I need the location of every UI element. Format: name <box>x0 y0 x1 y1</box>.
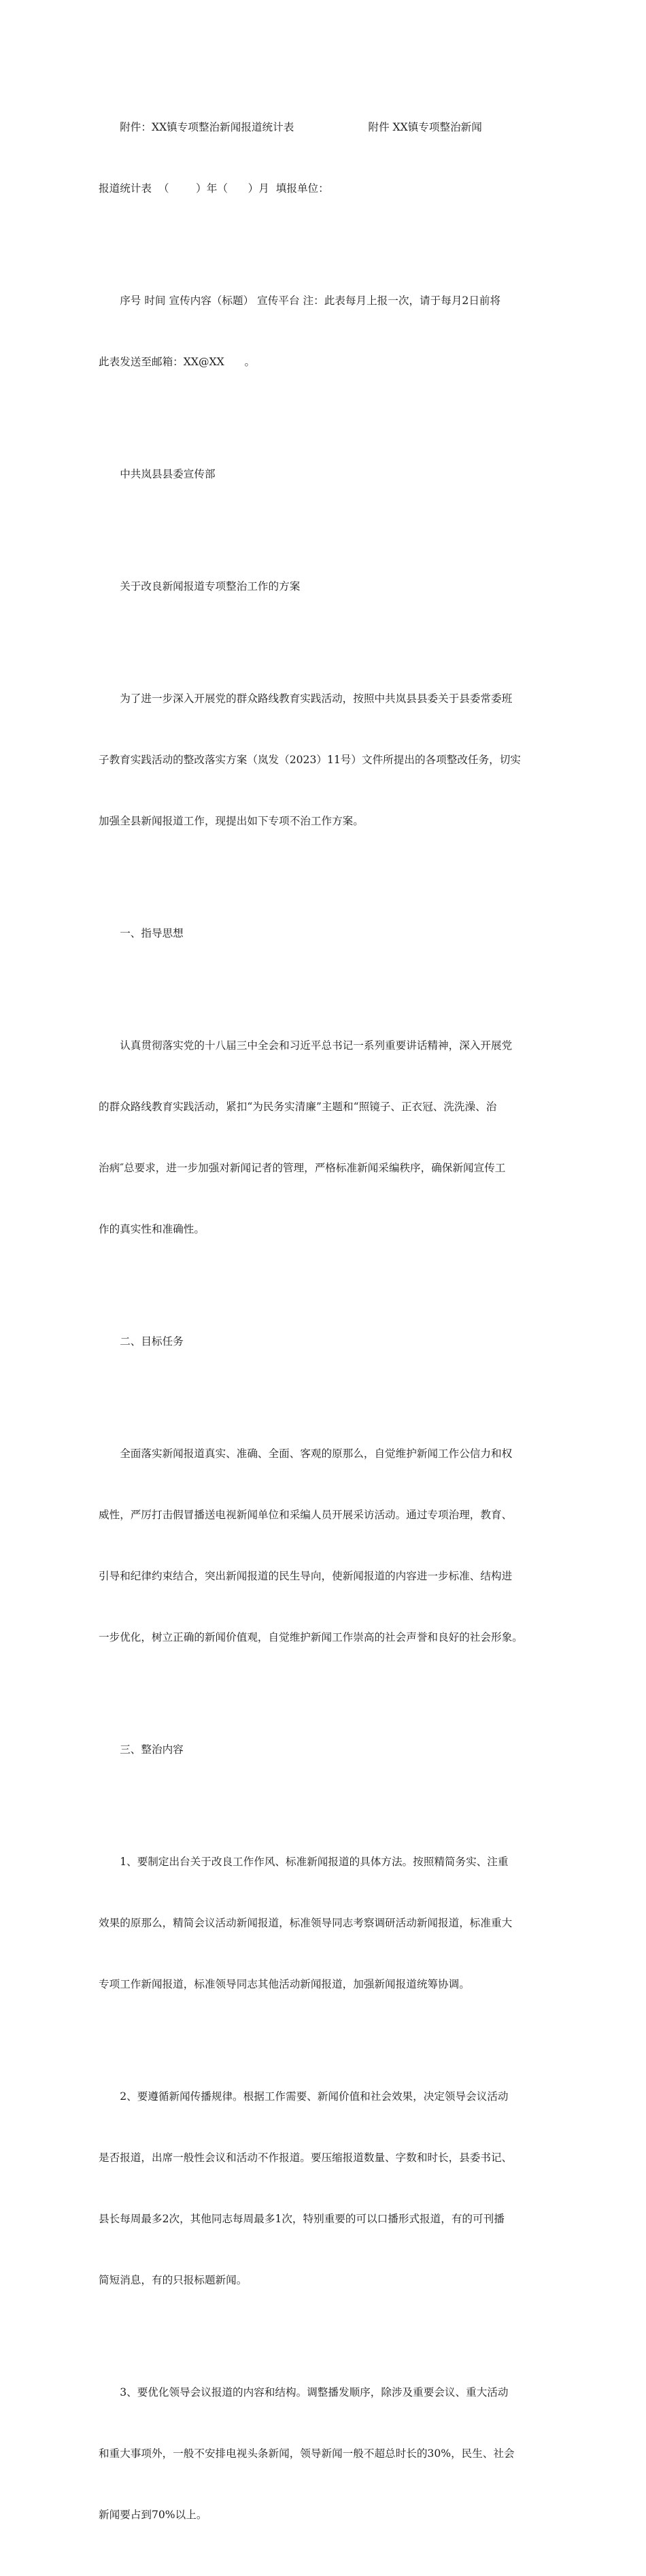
plan-title-line: 关于改良新闻报道专项整治工作的方案 <box>120 580 301 592</box>
paragraph-line: 简短消息，有的只报标题新闻。 <box>99 2274 248 2286</box>
paragraph-line: 是否报道，出席一般性会议和活动不作报道。要压缩报道数量、字数和时长，县委书记、 <box>99 2152 513 2164</box>
paragraph-line: 3、要优化领导会议报道的内容和结构。调整播发顺序，除涉及重要会议、重大活动 <box>120 2386 509 2398</box>
paragraph-line: 全面落实新闻报道真实、准确、全面、客观的原那么，自觉维护新闻工作公信力和权 <box>120 1448 513 1460</box>
paragraph-line: 子教育实践活动的整改落实方案（岚发（2023）11号）文件所提出的各项整改任务，切实 <box>99 754 521 766</box>
section-heading-guiding-ideology <box>99 882 553 984</box>
paragraph-line: 县长每周最多2次，其他同志每周最多1次，特别重要的可以口播形式报道，有的可刊播 <box>99 2213 505 2225</box>
attachment-header-line: 报道统计表 （ ）年（ ）月 填报单位： <box>99 182 329 195</box>
table-note-line: 序号 时间 宣传内容（标题） 宣传平台 注：此表每月上报一次，请于每月2日前将 <box>120 295 501 307</box>
document-page <box>99 76 553 2576</box>
section-heading-objectives <box>99 1290 553 1392</box>
paragraph-line: 治病″总要求，进一步加强对新闻记者的管理，严格标准新闻采编秩序，确保新闻宣传工 <box>99 1162 506 1174</box>
paragraph-line: 的群众路线教育实践活动，紧扣“为民务实清廉”主题和“照镜子、正衣冠、洗洗澡、治 <box>99 1101 497 1113</box>
table-note <box>99 250 553 413</box>
paragraph-line: 为了进一步深入开展党的群众路线教育实践活动，按照中共岚县县委关于县委常委班 <box>120 692 513 705</box>
paragraph-line: 威性，严厉打击假冒播送电视新闻单位和采编人员开展采访活动。通过专项治理，教育、 <box>99 1509 513 1521</box>
attachment-header <box>99 76 553 239</box>
rectification-item-2 <box>99 2045 553 2331</box>
department-name <box>99 423 553 525</box>
paragraph-line: 效果的原那么，精简会议活动新闻报道，标准领导同志考察调研活动新闻报道，标准重大 <box>99 1917 513 1929</box>
paragraph-line: 一步优化，树立正确的新闻价值观，自觉维护新闻工作崇高的社会声誉和良好的社会形象。 <box>99 1631 523 1643</box>
rectification-item-1 <box>99 1811 553 2035</box>
paragraph-line: 2、要遵循新闻传播规律。根据工作需要、新闻价值和社会效果，决定领导会议活动 <box>120 2090 509 2103</box>
section-heading-rectification <box>99 1699 553 1801</box>
paragraph-line: 作的真实性和准确性。 <box>99 1223 205 1235</box>
paragraph-line: 认真贯彻落实党的十八届三中全会和习近平总书记一系列重要讲话精神，深入开展党 <box>120 1039 513 1052</box>
objectives-paragraph <box>99 1403 553 1688</box>
paragraph-line: 引导和纪律约束结合，突出新闻报道的民生导向，使新闻报道的内容进一步标准、结构进 <box>99 1570 513 1582</box>
department-line: 中共岚县县委宣传部 <box>120 468 216 480</box>
rectification-item-3 <box>99 2341 553 2566</box>
guiding-ideology-paragraph <box>99 994 553 1280</box>
paragraph-line: 加强全县新闻报道工作，现提出如下专项不治工作方案。 <box>99 815 364 827</box>
plan-title <box>99 535 553 637</box>
paragraph-line: 1、要制定出台关于改良工作作风、标准新闻报道的具体方法。按照精简务实、注重 <box>120 1856 509 1868</box>
paragraph-line: 专项工作新闻报道，标准领导同志其他活动新闻报道，加强新闻报道统筹协调。 <box>99 1978 470 1990</box>
heading-line: 二、目标任务 <box>120 1335 184 1348</box>
paragraph-line: 和重大事项外，一般不安排电视头条新闻，领导新闻一般不超总时长的30%，民生、社会 <box>99 2447 515 2460</box>
heading-line: 一、指导思想 <box>120 927 184 939</box>
table-note-line: 此表发送至邮箱：XX@XX 。 <box>99 356 256 368</box>
intro-paragraph <box>99 648 553 872</box>
paragraph-line: 新闻要占到70%以上。 <box>99 2509 207 2521</box>
attachment-header-line: 附件：XX镇专项整治新闻报道统计表 附件 XX镇专项整治新闻 <box>120 121 482 133</box>
heading-line: 三、整治内容 <box>120 1743 184 1756</box>
